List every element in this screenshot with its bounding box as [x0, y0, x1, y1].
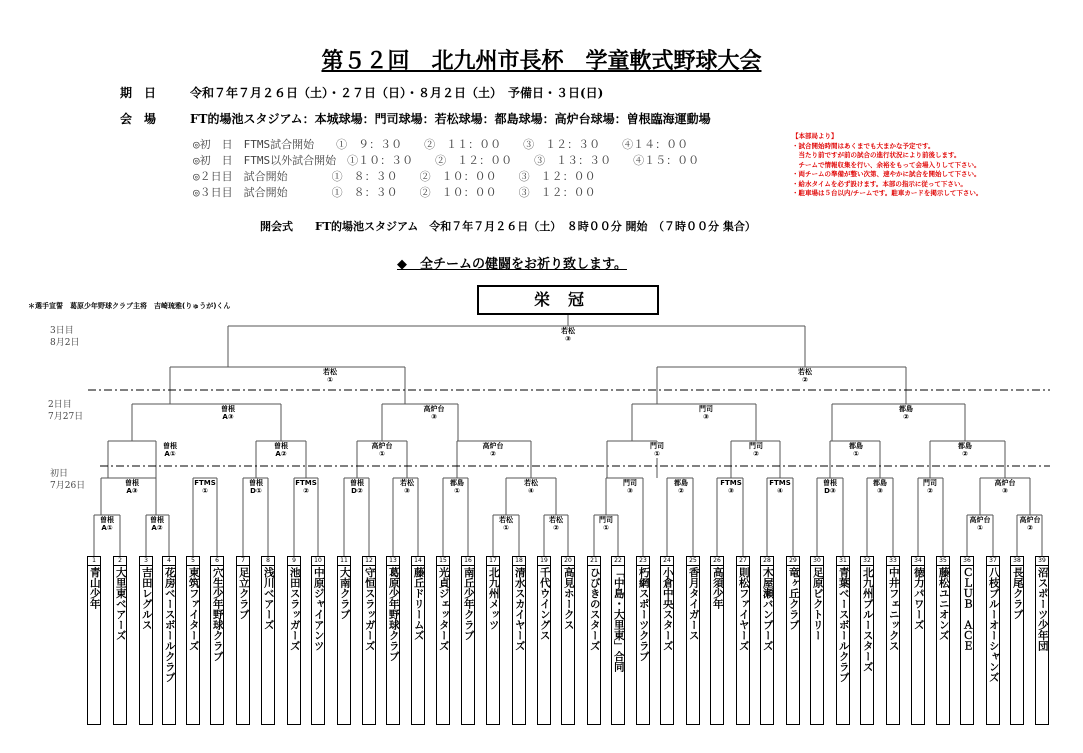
team-name: 八枝ブルーオーシャンズ: [987, 567, 1000, 683]
champion-box: 栄冠: [477, 285, 659, 315]
match-game-number: ③: [728, 487, 734, 495]
team-number: 28: [761, 557, 773, 566]
match-game-number: ②: [962, 450, 968, 458]
dates-label: 期 日: [120, 86, 157, 100]
team-number: 27: [737, 557, 749, 566]
dates-value: 令和７年７月２６日（土）・２７日（日）・８月２日（土） 予備日・３日(日): [190, 86, 604, 100]
match-game-number: ②: [490, 450, 496, 458]
team-number: 39: [1036, 557, 1048, 566]
team-number: 34: [912, 557, 924, 566]
team-number: 9: [288, 557, 300, 566]
team-box: [886, 556, 900, 725]
team-name: 清水スカイヤーズ: [513, 567, 526, 651]
team-name: 小倉中央スターズ: [661, 567, 674, 651]
team-box: [411, 556, 425, 725]
team-number: 18: [513, 557, 525, 566]
team-number: 32: [861, 557, 873, 566]
match-game-number: ③: [431, 413, 437, 421]
match-label: [372, 442, 393, 458]
team-box: [660, 556, 674, 725]
match-venue: 若松: [561, 327, 575, 335]
match-label: [899, 405, 913, 421]
match-game-number: ②: [753, 450, 759, 458]
match-game-number: ①: [603, 524, 609, 532]
schedule-line: ◎初 日 FTMS以外試合開始 ①１０：３０ ② １２：００ ③ １３：３０ ④１５：００: [193, 154, 700, 167]
page-title: 第５２回 北九州市長杯 学童軟式野球大会: [321, 48, 762, 74]
team-number: 23: [637, 557, 649, 566]
team-box: [710, 556, 724, 725]
match-venue: 若松: [499, 516, 513, 524]
match-label: [823, 479, 837, 495]
team-box: [587, 556, 601, 725]
match-label: [849, 442, 863, 458]
team-number: 5: [187, 557, 199, 566]
match-game-number: ②: [553, 524, 559, 532]
match-venue: 高炉台: [1019, 516, 1041, 524]
team-number: 7: [237, 557, 249, 566]
team-box: [1010, 556, 1024, 725]
team-box: [261, 556, 275, 725]
team-box: [1035, 556, 1049, 725]
team-name: 藤丘ドリームズ: [412, 567, 425, 641]
team-name: 北九州ブルースターズ: [861, 567, 874, 672]
match-game-number: A③: [222, 413, 234, 421]
team-name: 香月タイガース: [687, 567, 700, 641]
note-line: ・給水タイムを必ず設けます。本部の指示に従って下さい。: [792, 179, 967, 188]
match-venue: FTMS: [194, 479, 216, 487]
match-label: [221, 405, 235, 421]
match-venue: 曽根: [249, 479, 263, 487]
team-box: [836, 556, 850, 725]
team-number: 13: [387, 557, 399, 566]
match-game-number: ③: [1002, 487, 1008, 495]
opening-ceremony: 開会式 FT的場池スタジアム 令和７年７月２６日（土） ８時００分 開始 （７時００分 集合）: [260, 220, 756, 233]
team-name: 高須少年: [711, 567, 724, 609]
match-label: [561, 327, 575, 343]
match-game-number: A①: [164, 450, 176, 458]
player-oath: ＊選手宣誓 葛原少年野球クラブ主将 吉崎琉雅(りゅうが)くん: [28, 302, 231, 310]
team-box: [436, 556, 450, 725]
match-label: [350, 479, 364, 495]
schedule-line: ◎初 日 FTMS試合開始 ① ９：３０ ② １１：００ ③ １２：３０ ④１４：００: [193, 138, 689, 151]
team-number: 8: [262, 557, 274, 566]
team-name: 朽網スポーツクラブ: [637, 567, 650, 662]
team-box: [537, 556, 551, 725]
team-number: 10: [312, 557, 324, 566]
match-venue: 都島: [899, 405, 913, 413]
team-name: 千代ウイングス: [538, 567, 551, 641]
day-label-line: 初日: [50, 469, 69, 479]
team-number: 25: [687, 557, 699, 566]
match-label: [295, 479, 317, 495]
match-game-number: D③: [824, 487, 836, 495]
team-box: [186, 556, 200, 725]
team-name: 大里東ベアーズ: [114, 567, 127, 641]
team-box: [386, 556, 400, 725]
day-label-line: 3日目: [50, 326, 74, 336]
match-venue: 都島: [450, 479, 464, 487]
match-label: [769, 479, 791, 495]
team-name: 南丘少年クラブ: [462, 567, 475, 641]
match-venue: 曽根: [163, 442, 177, 450]
match-label: [499, 516, 513, 532]
team-number: 26: [711, 557, 723, 566]
team-name: 則松ファイヤーズ: [737, 567, 750, 651]
team-name: 「中島・大里東」合同: [612, 567, 625, 672]
match-venue: 高炉台: [371, 442, 393, 450]
match-venue: 曽根: [150, 516, 164, 524]
note-line: ・試合開始時間はあくまでも大まかな予定です。: [792, 141, 935, 150]
match-game-number: ①: [853, 450, 859, 458]
team-name: 穴生少年野球クラブ: [211, 567, 224, 662]
team-box: [139, 556, 153, 725]
match-venue: 門司: [699, 405, 713, 413]
team-name: 葛原少年野球クラブ: [387, 567, 400, 662]
team-number: 3: [140, 557, 152, 566]
team-name: 吉田レグルス: [140, 567, 153, 630]
match-game-number: ①: [977, 524, 983, 532]
match-venue: 若松: [798, 368, 812, 376]
day-label-line: 8月2日: [50, 338, 80, 348]
team-box: [810, 556, 824, 725]
match-venue: 曽根: [221, 405, 235, 413]
match-game-number: ③: [404, 487, 410, 495]
team-number: 15: [437, 557, 449, 566]
team-box: [636, 556, 650, 725]
team-number: 16: [462, 557, 474, 566]
note-line: ・駐車場は５台以内/チームです。駐車カードを掲示して下さい。: [792, 189, 983, 197]
match-label: [125, 479, 139, 495]
match-game-number: ③: [703, 413, 709, 421]
match-venue: 曽根: [823, 479, 837, 487]
match-label: [483, 442, 504, 458]
match-venue: 曽根: [125, 479, 139, 487]
match-game-number: A②: [275, 450, 287, 458]
match-venue: 都島: [873, 479, 887, 487]
match-venue: FTMS: [295, 479, 317, 487]
team-name: 青葉ベースボールクラブ: [837, 567, 850, 683]
team-box: [236, 556, 250, 725]
match-game-number: ①: [327, 376, 333, 384]
match-game-number: A②: [151, 524, 163, 532]
team-number: 4: [163, 557, 175, 566]
team-name: 花房ベースボールクラブ: [163, 567, 176, 683]
match-label: [674, 479, 688, 495]
match-label: [150, 516, 164, 532]
match-venue: 若松: [323, 368, 337, 376]
venues-value: FT的場池スタジアム：本城球場：門司球場：若松球場：都島球場：高炉台球場：曽根臨海運動場: [190, 112, 711, 126]
match-label: [524, 479, 538, 495]
team-number: 24: [661, 557, 673, 566]
match-label: [249, 479, 263, 495]
team-name: 中井フェニックス: [887, 567, 900, 651]
match-venue: 若松: [400, 479, 414, 487]
team-number: 29: [787, 557, 799, 566]
match-label: [450, 479, 464, 495]
team-number: 35: [937, 557, 949, 566]
match-game-number: ②: [303, 487, 309, 495]
team-box: [561, 556, 575, 725]
team-name: 長尾クラブ: [1011, 567, 1024, 620]
match-venue: 門司: [749, 442, 763, 450]
note-line: ・両チームの準備が整い次第、速やかに試合を開始して下さい。: [792, 170, 981, 178]
match-label: [1020, 516, 1041, 532]
match-label: [749, 442, 763, 458]
match-label: [798, 368, 812, 384]
team-name: 竜ヶ丘クラブ: [787, 567, 800, 630]
team-number: 14: [412, 557, 424, 566]
match-venue: 都島: [958, 442, 972, 450]
match-label: [163, 442, 177, 458]
team-name: 徳力パワーズ: [912, 567, 925, 630]
match-game-number: D②: [351, 487, 363, 495]
match-venue: 曽根: [274, 442, 288, 450]
match-game-number: ①: [654, 450, 660, 458]
team-box: [362, 556, 376, 725]
match-label: [599, 516, 613, 532]
team-box: [686, 556, 700, 725]
team-number: 20: [562, 557, 574, 566]
team-box: [986, 556, 1000, 725]
day-label-line: 7月27日: [48, 412, 84, 422]
match-game-number: ②: [927, 487, 933, 495]
match-game-number: ②: [678, 487, 684, 495]
note-line: チームで情報収集を行い、余裕をもって会場入りして下さい。: [792, 160, 981, 169]
team-number: 37: [987, 557, 999, 566]
team-box: [337, 556, 351, 725]
team-number: 36: [961, 557, 973, 566]
team-box: [311, 556, 325, 725]
match-game-number: ①: [379, 450, 385, 458]
team-number: 6: [211, 557, 223, 566]
match-label: [970, 516, 991, 532]
team-number: 2: [114, 557, 126, 566]
team-box: [911, 556, 925, 725]
match-venue: 高炉台: [423, 405, 445, 413]
team-box: [936, 556, 950, 725]
match-label: [958, 442, 972, 458]
match-label: [720, 479, 742, 495]
team-box: [210, 556, 224, 725]
team-name: 足立クラブ: [237, 567, 250, 620]
team-number: 21: [588, 557, 600, 566]
team-name: ひびきのスターズ: [588, 567, 601, 651]
team-box: [860, 556, 874, 725]
match-game-number: ④: [777, 487, 783, 495]
match-game-number: ③: [565, 335, 571, 343]
match-game-number: ①: [503, 524, 509, 532]
match-game-number: ①: [454, 487, 460, 495]
match-venue: 曽根: [100, 516, 114, 524]
match-venue: 門司: [923, 479, 937, 487]
team-box: [461, 556, 475, 725]
match-game-number: ②: [802, 376, 808, 384]
match-label: [623, 479, 637, 495]
team-name: 足原ビクトリー: [811, 567, 824, 641]
note-line: 当たり前ですが前の試合の進行状況により前後します。: [792, 151, 961, 159]
team-box: [486, 556, 500, 725]
team-name: 池田スラッガーズ: [288, 567, 301, 651]
match-label: [699, 405, 713, 421]
team-box: [611, 556, 625, 725]
wish-line: ◆ 全チームの健闘をお祈り致します。: [397, 257, 627, 272]
team-box: [113, 556, 127, 725]
match-game-number: ③: [627, 487, 633, 495]
team-number: 17: [487, 557, 499, 566]
match-game-number: ①: [202, 487, 208, 495]
match-label: [100, 516, 114, 532]
team-box: [736, 556, 750, 725]
team-name: ＣＬＵＢ ＡＣＥ: [961, 567, 974, 651]
match-label: [995, 479, 1016, 495]
team-number: 30: [811, 557, 823, 566]
match-label: [923, 479, 937, 495]
match-label: [323, 368, 337, 384]
day-label-line: 7月26日: [50, 481, 86, 491]
match-game-number: D①: [250, 487, 262, 495]
match-venue: 門司: [623, 479, 637, 487]
team-name: 木屋瀬バンブーズ: [761, 567, 774, 651]
match-label: [424, 405, 445, 421]
team-name: 中原ジャイアンツ: [312, 567, 325, 651]
schedule-line: ◎２日目 試合開始 ① ８：３０ ② １０：００ ③ １２：００: [193, 170, 596, 183]
venues-label: 会 場: [120, 112, 157, 126]
team-name: 藤松ユニオンズ: [937, 567, 950, 641]
match-label: [873, 479, 887, 495]
match-venue: 都島: [849, 442, 863, 450]
match-venue: 高炉台: [482, 442, 504, 450]
team-name: 沼スポーツ少年団: [1036, 567, 1049, 651]
day-label-line: 2日目: [48, 400, 72, 410]
match-label: [549, 516, 563, 532]
team-number: 19: [538, 557, 550, 566]
match-venue: 門司: [650, 442, 664, 450]
team-name: 青山少年: [88, 567, 101, 609]
team-name: 高見ホークス: [562, 567, 575, 630]
team-box: [760, 556, 774, 725]
match-venue: 若松: [549, 516, 563, 524]
match-venue: 曽根: [350, 479, 364, 487]
team-number: 31: [837, 557, 849, 566]
team-box: [512, 556, 526, 725]
match-game-number: A③: [126, 487, 138, 495]
team-box: [786, 556, 800, 725]
team-number: 33: [887, 557, 899, 566]
match-game-number: A①: [101, 524, 113, 532]
team-box: [960, 556, 974, 725]
match-venue: 門司: [599, 516, 613, 524]
match-label: [194, 479, 216, 495]
schedule-line: ◎３日目 試合開始 ① ８：３０ ② １０：００ ③ １２：００: [193, 186, 596, 199]
match-game-number: ②: [1027, 524, 1033, 532]
match-venue: 若松: [524, 479, 538, 487]
team-name: 浅川ベアーズ: [262, 567, 275, 630]
team-number: 12: [363, 557, 375, 566]
team-number: 38: [1011, 557, 1023, 566]
match-game-number: ④: [528, 487, 534, 495]
match-label: [274, 442, 288, 458]
match-venue: FTMS: [769, 479, 791, 487]
team-box: [287, 556, 301, 725]
match-venue: 高炉台: [969, 516, 991, 524]
match-venue: FTMS: [720, 479, 742, 487]
note-line: 【本部局より】: [792, 132, 838, 140]
team-number: 11: [338, 557, 350, 566]
match-venue: 高炉台: [994, 479, 1016, 487]
match-game-number: ③: [877, 487, 883, 495]
team-number: 1: [88, 557, 100, 566]
team-name: 守恒スラッガーズ: [363, 567, 376, 651]
team-box: [87, 556, 101, 725]
team-number: 22: [612, 557, 624, 566]
team-name: 東筑ファイターズ: [187, 567, 200, 651]
team-name: 大南クラブ: [338, 567, 351, 620]
match-label: [650, 442, 664, 458]
match-label: [400, 479, 414, 495]
team-box: [162, 556, 176, 725]
match-venue: 都島: [674, 479, 688, 487]
team-name: 光貞ジェッターズ: [437, 567, 450, 651]
match-game-number: ②: [903, 413, 909, 421]
team-name: 北九州メッツ: [487, 567, 500, 630]
